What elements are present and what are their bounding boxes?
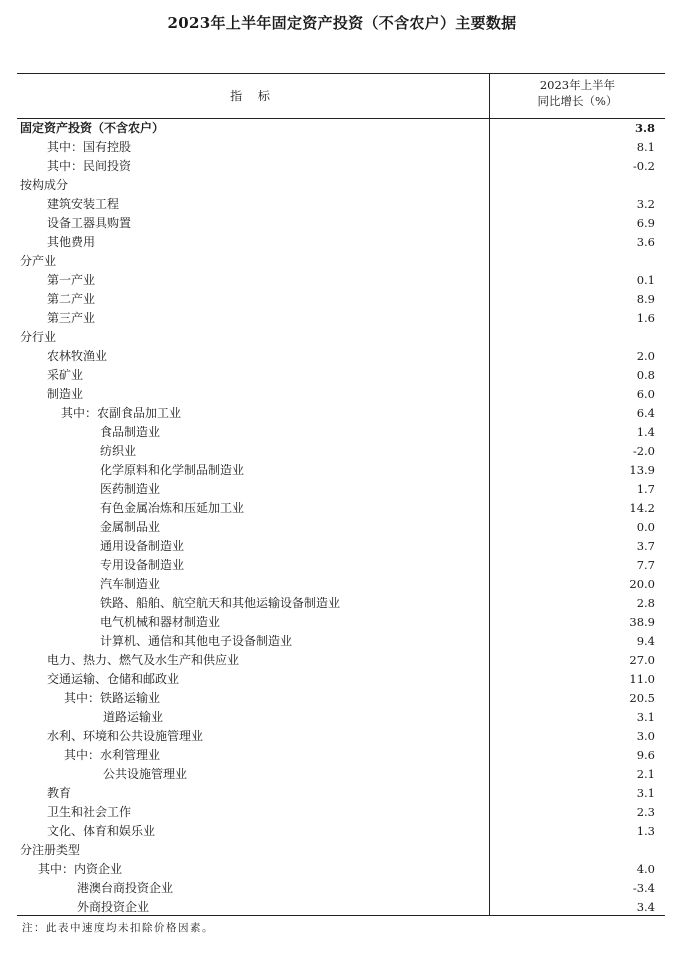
table-row bbox=[17, 195, 665, 214]
row-label: 纺织业 bbox=[100, 444, 137, 458]
table-row bbox=[17, 556, 665, 575]
row-label: 电气机械和器材制造业 bbox=[100, 615, 221, 629]
row-value: 3.4 bbox=[636, 900, 655, 914]
table-row bbox=[17, 860, 665, 879]
row-label-cell bbox=[100, 537, 184, 556]
row-prefix: 其中： bbox=[64, 691, 101, 705]
row-label-cell bbox=[61, 404, 181, 423]
row-label: 水利管理业 bbox=[100, 748, 161, 762]
row-value: 1.7 bbox=[636, 482, 655, 496]
table-row bbox=[17, 708, 665, 727]
row-prefix: 其中： bbox=[47, 159, 84, 173]
row-label: 农林牧渔业 bbox=[47, 349, 108, 363]
row-value: 20.5 bbox=[629, 691, 655, 705]
row-label: 其他费用 bbox=[47, 235, 96, 249]
table-row bbox=[17, 632, 665, 651]
row-value: 0.0 bbox=[636, 520, 655, 534]
row-label: 电力、热力、燃气及水生产和供应业 bbox=[47, 653, 240, 667]
table-row bbox=[17, 841, 665, 860]
row-label-cell bbox=[38, 860, 122, 879]
row-label: 分行业 bbox=[20, 330, 57, 344]
row-label: 卫生和社会工作 bbox=[47, 805, 132, 819]
row-label-cell bbox=[100, 594, 340, 613]
row-value: 6.4 bbox=[636, 406, 655, 420]
row-label-cell bbox=[100, 632, 292, 651]
row-label-cell bbox=[100, 461, 244, 480]
row-value: 3.0 bbox=[636, 729, 655, 743]
table-row bbox=[17, 423, 665, 442]
table-row bbox=[17, 347, 665, 366]
row-value: 2.3 bbox=[636, 805, 655, 819]
row-label: 食品制造业 bbox=[100, 425, 161, 439]
table-row bbox=[17, 898, 665, 917]
row-value: 14.2 bbox=[629, 501, 655, 515]
header-value-line2: 同比增长（%） bbox=[537, 94, 618, 108]
row-label-cell bbox=[100, 613, 220, 632]
row-label: 民间投资 bbox=[83, 159, 132, 173]
row-label: 按构成分 bbox=[20, 178, 69, 192]
table-row bbox=[17, 252, 665, 271]
page-title: 2023年上半年固定资产投资（不含农户）主要数据 bbox=[167, 14, 517, 32]
table-row bbox=[17, 442, 665, 461]
header-indicator: 指 标 bbox=[230, 89, 276, 103]
row-value: 8.1 bbox=[636, 140, 655, 154]
row-label: 汽车制造业 bbox=[100, 577, 161, 591]
table-row bbox=[17, 385, 665, 404]
row-label: 第一产业 bbox=[47, 273, 96, 287]
row-label: 第三产业 bbox=[47, 311, 96, 325]
table-row bbox=[17, 499, 665, 518]
row-label: 制造业 bbox=[47, 387, 84, 401]
table-row bbox=[17, 746, 665, 765]
row-label: 第二产业 bbox=[47, 292, 96, 306]
row-label: 水利、环境和公共设施管理业 bbox=[47, 729, 204, 743]
table-row bbox=[17, 214, 665, 233]
row-value: 2.8 bbox=[636, 596, 655, 610]
row-label-cell bbox=[47, 347, 107, 366]
row-value: -0.2 bbox=[632, 159, 655, 173]
table-row bbox=[17, 879, 665, 898]
row-value: 1.6 bbox=[636, 311, 655, 325]
row-label: 外商投资企业 bbox=[77, 900, 150, 914]
row-label-cell bbox=[20, 841, 80, 860]
row-prefix: 其中： bbox=[64, 748, 101, 762]
table-row bbox=[17, 784, 665, 803]
row-label: 农副食品加工业 bbox=[97, 406, 182, 420]
row-label: 文化、体育和娱乐业 bbox=[47, 824, 156, 838]
row-label-cell bbox=[100, 480, 160, 499]
row-value: -2.0 bbox=[632, 444, 655, 458]
table-row bbox=[17, 176, 665, 195]
table-row bbox=[17, 651, 665, 670]
row-label: 固定资产投资（不含农户） bbox=[20, 121, 165, 135]
table-row bbox=[17, 119, 665, 138]
table-row bbox=[17, 271, 665, 290]
row-label-cell bbox=[47, 290, 95, 309]
row-value: 1.4 bbox=[636, 425, 655, 439]
row-label: 专用设备制造业 bbox=[100, 558, 185, 572]
table-row bbox=[17, 290, 665, 309]
row-label-cell bbox=[47, 670, 179, 689]
row-label: 分注册类型 bbox=[20, 843, 81, 857]
row-label-cell bbox=[100, 575, 160, 594]
table-row bbox=[17, 689, 665, 708]
row-value: 1.3 bbox=[636, 824, 655, 838]
row-value: 2.1 bbox=[636, 767, 655, 781]
row-value: 7.7 bbox=[636, 558, 655, 572]
row-label-cell bbox=[100, 518, 160, 537]
row-label: 铁路、船舶、航空航天和其他运输设备制造业 bbox=[100, 596, 341, 610]
row-label-cell bbox=[47, 138, 131, 157]
row-label: 有色金属冶炼和压延加工业 bbox=[100, 501, 245, 515]
table-row bbox=[17, 366, 665, 385]
row-label: 国有控股 bbox=[83, 140, 132, 154]
row-value: 27.0 bbox=[629, 653, 655, 667]
table-row bbox=[17, 157, 665, 176]
row-label: 铁路运输业 bbox=[100, 691, 161, 705]
row-value: 3.1 bbox=[636, 786, 655, 800]
row-label-cell bbox=[64, 689, 160, 708]
table-row bbox=[17, 727, 665, 746]
table-row bbox=[17, 765, 665, 784]
row-label-cell bbox=[47, 385, 83, 404]
table-row bbox=[17, 480, 665, 499]
row-label: 化学原料和化学制品制造业 bbox=[100, 463, 245, 477]
row-label-cell bbox=[77, 879, 173, 898]
row-value: 3.1 bbox=[636, 710, 655, 724]
table-row bbox=[17, 233, 665, 252]
table-row bbox=[17, 328, 665, 347]
row-label: 通用设备制造业 bbox=[100, 539, 185, 553]
row-value: 3.6 bbox=[636, 235, 655, 249]
row-label-cell bbox=[100, 423, 160, 442]
row-label: 医药制造业 bbox=[100, 482, 161, 496]
row-value: 0.8 bbox=[636, 368, 655, 382]
row-label: 计算机、通信和其他电子设备制造业 bbox=[100, 634, 293, 648]
row-value: 6.0 bbox=[636, 387, 655, 401]
table-row bbox=[17, 404, 665, 423]
row-label-cell bbox=[77, 898, 149, 917]
row-label-cell bbox=[47, 214, 131, 233]
table-body bbox=[17, 119, 665, 917]
row-label-cell bbox=[103, 708, 163, 727]
row-label-cell bbox=[20, 252, 56, 271]
row-label-cell bbox=[20, 328, 56, 347]
table-row bbox=[17, 461, 665, 480]
row-label: 公共设施管理业 bbox=[103, 767, 188, 781]
row-label-cell bbox=[47, 727, 203, 746]
row-label-cell bbox=[47, 366, 83, 385]
row-label-cell bbox=[47, 271, 95, 290]
row-prefix: 其中： bbox=[47, 140, 84, 154]
table-row bbox=[17, 518, 665, 537]
row-value: 20.0 bbox=[629, 577, 655, 591]
row-label-cell bbox=[47, 157, 131, 176]
row-value: 4.0 bbox=[636, 862, 655, 876]
row-label: 建筑安装工程 bbox=[47, 197, 120, 211]
row-value: -3.4 bbox=[632, 881, 655, 895]
row-label-cell bbox=[20, 119, 164, 138]
header-value-line1: 2023年上半年 bbox=[539, 78, 616, 92]
row-label-cell bbox=[103, 765, 187, 784]
table-row bbox=[17, 537, 665, 556]
row-label-cell bbox=[100, 442, 136, 461]
row-value: 0.1 bbox=[636, 273, 655, 287]
table-row bbox=[17, 803, 665, 822]
row-value: 3.8 bbox=[634, 121, 655, 135]
row-value: 13.9 bbox=[629, 463, 655, 477]
row-value: 9.6 bbox=[636, 748, 655, 762]
row-label: 内资企业 bbox=[74, 862, 123, 876]
table-row bbox=[17, 309, 665, 328]
row-label-cell bbox=[47, 309, 95, 328]
row-label: 采矿业 bbox=[47, 368, 84, 382]
table-row bbox=[17, 613, 665, 632]
row-label-cell bbox=[47, 784, 71, 803]
row-label-cell bbox=[47, 822, 155, 841]
row-value: 9.4 bbox=[636, 634, 655, 648]
table-row bbox=[17, 594, 665, 613]
row-label-cell bbox=[47, 233, 95, 252]
row-value: 6.9 bbox=[636, 216, 655, 230]
row-label-cell bbox=[100, 499, 244, 518]
row-label: 道路运输业 bbox=[103, 710, 164, 724]
row-label: 分产业 bbox=[20, 254, 57, 268]
row-prefix: 其中： bbox=[61, 406, 98, 420]
row-label-cell bbox=[47, 651, 239, 670]
table-row bbox=[17, 822, 665, 841]
row-label-cell bbox=[20, 176, 68, 195]
table-row bbox=[17, 575, 665, 594]
table-row bbox=[17, 670, 665, 689]
row-value: 3.7 bbox=[636, 539, 655, 553]
row-prefix: 其中： bbox=[38, 862, 75, 876]
row-value: 2.0 bbox=[636, 349, 655, 363]
row-label-cell bbox=[47, 195, 119, 214]
header-value bbox=[490, 77, 665, 109]
row-label: 港澳台商投资企业 bbox=[77, 881, 174, 895]
footnote: 注：此表中速度均未扣除价格因素。 bbox=[22, 922, 214, 934]
row-label: 设备工器具购置 bbox=[47, 216, 132, 230]
row-label-cell bbox=[100, 556, 184, 575]
row-value: 3.2 bbox=[636, 197, 655, 211]
row-label: 交通运输、仓储和邮政业 bbox=[47, 672, 180, 686]
row-label-cell bbox=[47, 803, 131, 822]
row-value: 38.9 bbox=[629, 615, 655, 629]
row-label-cell bbox=[64, 746, 160, 765]
row-label: 金属制品业 bbox=[100, 520, 161, 534]
row-label: 教育 bbox=[47, 786, 72, 800]
row-value: 11.0 bbox=[629, 672, 655, 686]
row-value: 8.9 bbox=[636, 292, 655, 306]
table-row bbox=[17, 138, 665, 157]
